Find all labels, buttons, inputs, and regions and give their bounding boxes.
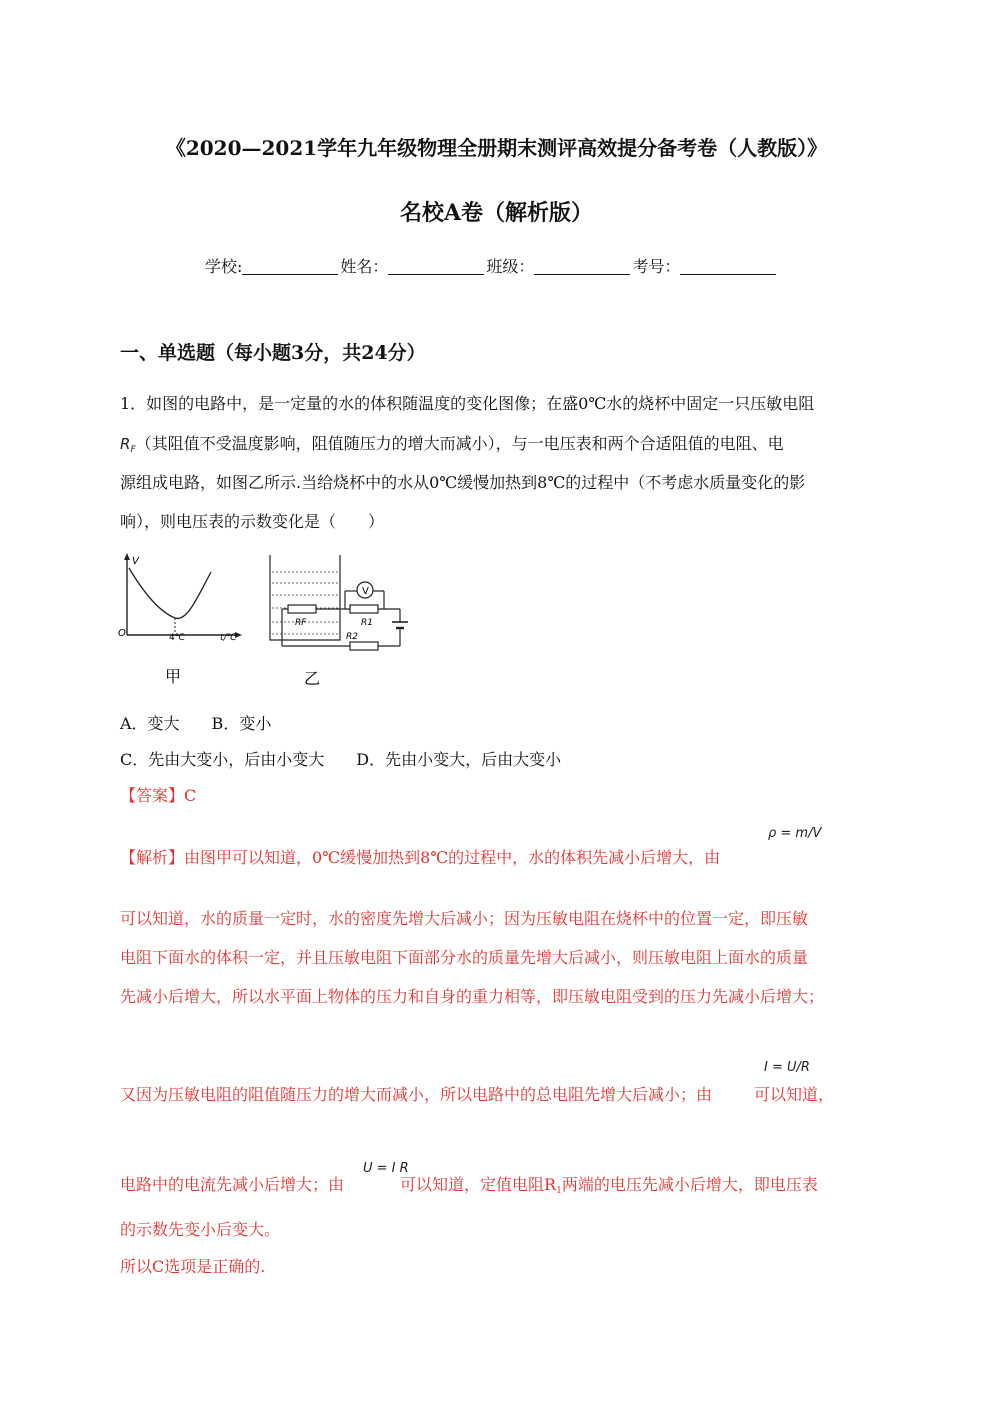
rf-symbol: $R_F$ <box>120 435 136 455</box>
options-line-1: A．变大 B．变小 <box>120 714 272 733</box>
analysis-line-8: 所以C选项是正确的. <box>120 1257 266 1276</box>
graph-origin-label: O <box>118 628 126 639</box>
volume-temperature-graph <box>115 550 250 695</box>
exam-no-blank[interactable] <box>680 258 776 275</box>
r2-label: R2 <box>346 632 358 642</box>
ohms-law-formula: I = U/R <box>764 1060 810 1075</box>
school-blank[interactable] <box>242 258 338 275</box>
document-title: 《2020—2021学年九年级物理全册期末测评高效提分备考卷（人教版）》 <box>165 136 828 160</box>
graph-tick-label: 4℃ <box>169 633 185 643</box>
analysis-line-2: 可以知道，水的质量一定时，水的密度先增大后减小；因为压敏电阻在烧杯中的位置一定，即压敏 <box>120 909 809 928</box>
graph-y-label: V <box>132 556 139 567</box>
question-line-3: 源组成电路，如图乙所示.当给烧杯中的水从0℃缓慢加热到8℃的过程中（不考虑水质量变化的影 <box>120 473 806 492</box>
answer-line: 【答案】C <box>120 786 197 805</box>
density-formula: ρ = m/V <box>768 826 822 841</box>
class-label: 班级： <box>486 257 535 276</box>
student-info-line <box>205 254 778 277</box>
analysis-line-7: 的示数先变小后变大。 <box>120 1220 281 1239</box>
class-blank[interactable] <box>534 258 630 275</box>
question-line-2: $R_F$（其阻值不受温度影响，阻值随压力的增大而减小），与一电压表和两个合适阻值的电阻、电 <box>120 434 784 455</box>
voltmeter-label: V <box>362 586 369 597</box>
document-subtitle: 名校A卷（解析版） <box>399 200 594 226</box>
question-line-1: 1．如图的电路中，是一定量的水的体积随温度的变化图像；在盛0℃水的烧杯中固定一只压敏电阻 <box>120 394 815 413</box>
figure-caption-right: 乙 <box>304 669 321 688</box>
beaker-circuit-diagram <box>262 550 422 695</box>
graph-x-label: t/℃ <box>220 633 237 643</box>
analysis-line-5: 又因为压敏电阻的阻值随压力的增大而减小，所以电路中的总电阻先增大后减小；由 可以知道， <box>120 1085 835 1104</box>
analysis-line-4: 先减小后增大，所以水平面上物体的压力和自身的重力相等，即压敏电阻受到的压力先减小后增大； <box>120 987 825 1006</box>
figure-caption-left: 甲 <box>165 667 182 686</box>
voltage-formula: U = I R <box>363 1161 409 1176</box>
question-line-4: 响），则电压表的示数变化是（ ） <box>120 512 385 531</box>
rf-label: RF <box>295 618 307 628</box>
r1-label: R1 <box>361 618 373 628</box>
analysis-line-1: 【解析】由图甲可以知道，0℃缓慢加热到8℃的过程中，水的体积先减小后增大，由 <box>120 848 721 867</box>
section-heading: 一、单选题（每小题3分，共24分） <box>120 342 426 364</box>
name-blank[interactable] <box>388 258 484 275</box>
exam-no-label: 考号： <box>632 257 681 276</box>
school-label: 学校: <box>205 257 243 276</box>
analysis-line-6: 电路中的电流先减小后增大；由 可以知道，定值电阻$R_1$两端的电压先减小后增大，即电压表 <box>120 1175 818 1196</box>
options-line-2: C．先由大变小，后由小变大 D．先由小变大，后由大变小 <box>120 750 562 769</box>
name-label: 姓名： <box>340 257 389 276</box>
analysis-line-3: 电阻下面水的体积一定，并且压敏电阻下面部分水的质量先增大后减小，则压敏电阻上面水的质量 <box>120 948 809 967</box>
